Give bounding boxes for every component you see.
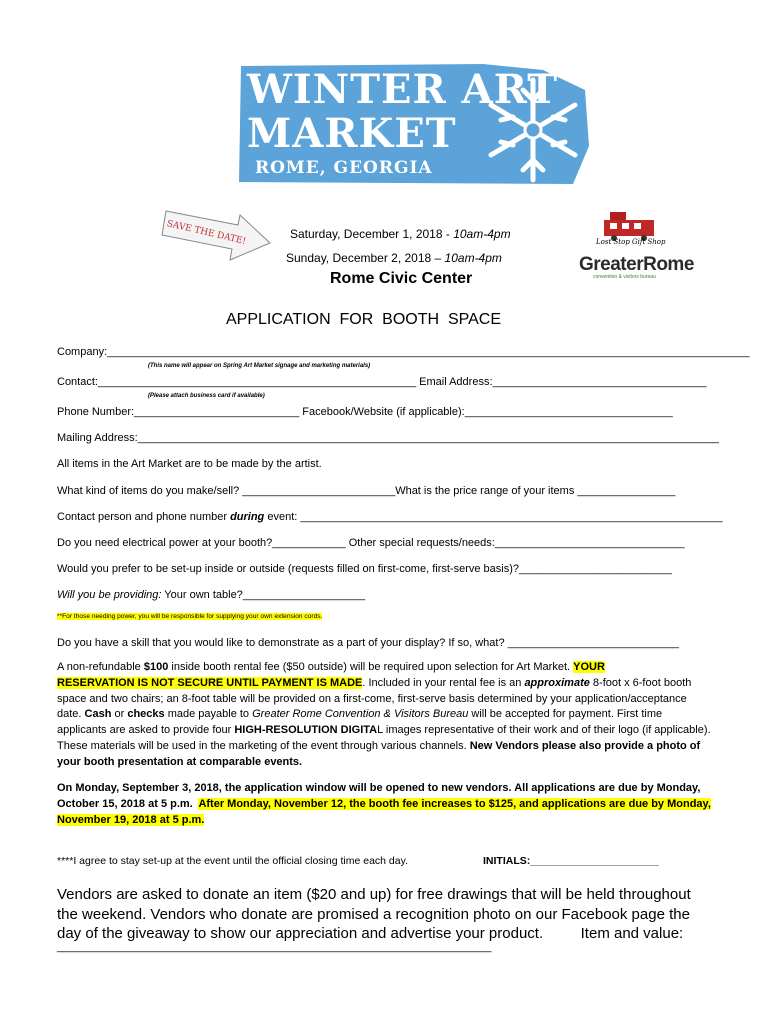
banner-title-line2: MARKET [247,110,457,157]
checks-emphasis: checks [127,708,165,721]
setup-question[interactable]: Would you prefer to be set-up inside or outside (requests filled on first-come, first-serve basis)?_________________________ [57,563,672,575]
new-vendors-note: New Vendors please also provide a photo of your booth presentation at comparable events. [57,739,701,768]
item-value-label: Item and value: [580,925,684,942]
digital-images-emphasis: HIGH-RESOLUTION DIGITA [234,724,378,737]
table-question-post: Your own table?____________________ [161,589,366,601]
contact-during-event-question[interactable] [57,511,722,523]
phone-field[interactable]: Phone Number:___________________________ Facebook/Website (if applicable):__________________________________ [57,406,673,418]
fee-text: . Included in your rental fee is an [362,676,525,689]
deadline-text: On Monday, September 3, 2018, the application window will be opened to new vendors. All applications are due by Monday, October 15, 2018 at 5 p.m. [57,782,701,810]
save-the-date-arrow [160,205,275,265]
fee-text: L images representative of their work and of their logo (if applicable). These materials will be used in the marketing of the event through various channels. [57,724,711,752]
reservation-warning: YOUR [573,661,605,673]
fee-paragraph [57,660,713,771]
fee-text: A non-refundable [57,661,144,673]
approximate-emphasis: approximate [524,676,590,689]
sunday-date: Sunday, December 2, 2018 – [286,251,445,265]
reservation-warning: RESERVATION IS NOT SECURE UNTIL PAYMENT IS MADE [57,676,363,689]
contact-question-emphasis: during [230,511,265,523]
venue-name: Rome Civic Center [330,270,473,287]
initials-field[interactable]: INITIALS:______________________ [483,855,659,867]
cash-emphasis: Cash [84,708,112,721]
fee-text: inside booth rental fee ($50 outside) will be required upon selection for Art Market. [168,661,574,673]
donation-paragraph [57,885,707,944]
lost-stop-logo [596,210,668,250]
saturday-date: Saturday, December 1, 2018 - [290,227,454,241]
fee-text: will be accepted for payment. First time applicants are asked to provide four [57,708,663,737]
save-the-date-label: SAVE THE DATE! [165,219,247,247]
company-note: (This name will appear on Spring Art Market signage and marketing materials) [148,363,371,369]
items-question[interactable]: What kind of items do you make/sell? _________________________What is the price range of your items ________________ [57,485,676,497]
banner-title-line1: WINTER ART [247,66,558,113]
company-field[interactable]: Company:_________________________________________________________________________________________________________ [57,346,750,358]
greater-rome-wordmark: GreaterRome [579,254,694,275]
donation-text: Vendors are asked to donate an item ($20 and up) for free drawings that will be held throughout the weekend. Vendors who donate are promised a recognition photo on our Facebook page the day of the giveaway to show our appreciation and advertise your product. [57,886,691,942]
artist-note: All items in the Art Market are to be made by the artist. [57,458,322,470]
contact-question-pre: Contact person and phone number [57,511,231,523]
saturday-time: 10am-4pm [453,227,511,241]
banner-subtitle: ROME, GEORGIA [255,158,433,178]
sunday-time: 10am-4pm [444,251,502,265]
item-value-line[interactable]: _______________________________________________________________________ [57,941,492,953]
contact-note: (Please attach business card if available) [148,393,265,399]
fee-increase-warning: After Monday, November 12, the booth fee increases to $125, and applications are due by Monday, November 19, 2018 at 5 p.m. [57,797,711,826]
deadline-paragraph [57,781,713,828]
power-question[interactable]: Do you need electrical power at your booth?____________ Other special requests/needs:_______________________________ [57,537,685,549]
fee-text: made payable to [164,708,253,721]
power-note: **For those needing power, you will be responsible for supplying your own extension cords. [57,613,323,620]
greater-rome-logo [579,254,704,284]
table-question[interactable] [57,589,365,601]
page-title: APPLICATION FOR BOOTH SPACE [226,311,502,328]
agree-statement: ****I agree to stay set-up at the event until the official closing time each day. [57,855,408,867]
skill-question[interactable]: Do you have a skill that you would like to demonstrate as a part of your display? If so, what? ____________________________ [57,637,679,649]
fee-text: 8-foot x 6-foot booth space and two chairs; an 8-foot table will be provided on a first-come, first-serve basis determined by your application/acceptance date. [57,676,692,721]
contact-question-post: event: _____________________________________________________________________ [264,511,723,523]
payee-name: Greater Rome Convention & Visitors Bureau [252,708,469,721]
contact-field[interactable]: Contact:____________________________________________________ Email Address:___________________________________ [57,376,707,388]
winter-art-market-banner [233,60,591,187]
greater-rome-subtitle: convention & visitors bureau [593,274,656,280]
event-date-sunday [286,251,502,265]
fee-amount: $100 [143,661,169,673]
lost-stop-label: Lost Stop Gift Shop [596,238,666,246]
event-date-saturday [290,227,511,241]
mailing-address-field[interactable]: Mailing Address:_______________________________________________________________________________________________ [57,432,719,444]
fee-text: or [111,708,128,721]
table-question-emphasis: Will you be providing: [57,589,162,601]
